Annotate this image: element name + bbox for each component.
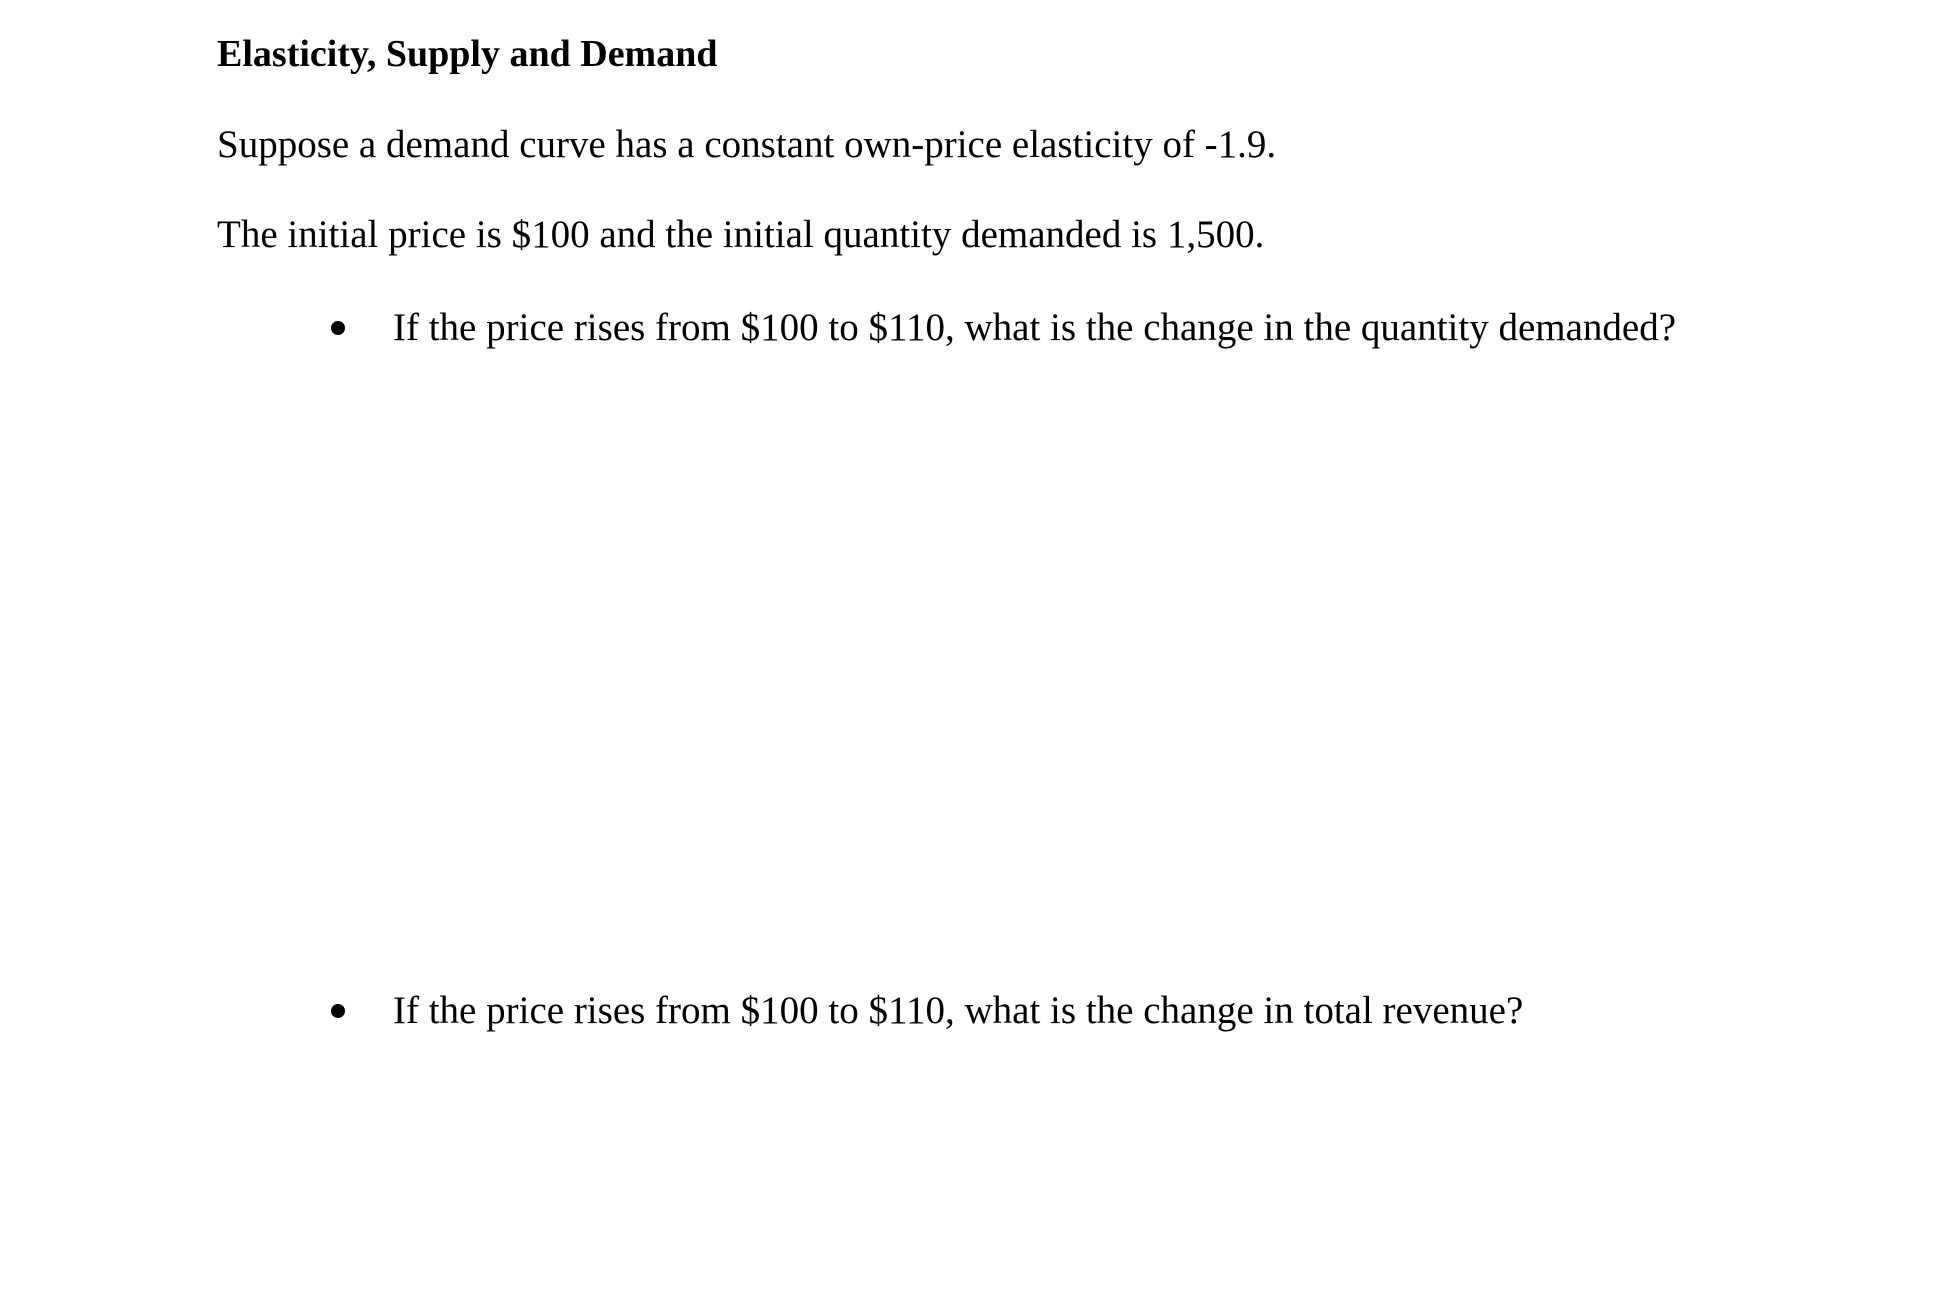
question-item-revenue	[331, 985, 1523, 1037]
bullet-icon	[331, 1004, 345, 1018]
paragraph-elasticity: Suppose a demand curve has a constant own-price elasticity of -1.9.	[217, 123, 1277, 166]
question-item-quantity	[331, 302, 1676, 354]
question-text: If the price rises from $100 to $110, what is the change in the quantity demanded?	[393, 306, 1677, 349]
bullet-icon	[331, 321, 345, 335]
paragraph-initial-values: The initial price is $100 and the initial quantity demanded is 1,500.	[217, 213, 1265, 256]
document-title: Elasticity, Supply and Demand	[217, 33, 718, 75]
question-text: If the price rises from $100 to $110, what is the change in total revenue?	[393, 989, 1524, 1032]
